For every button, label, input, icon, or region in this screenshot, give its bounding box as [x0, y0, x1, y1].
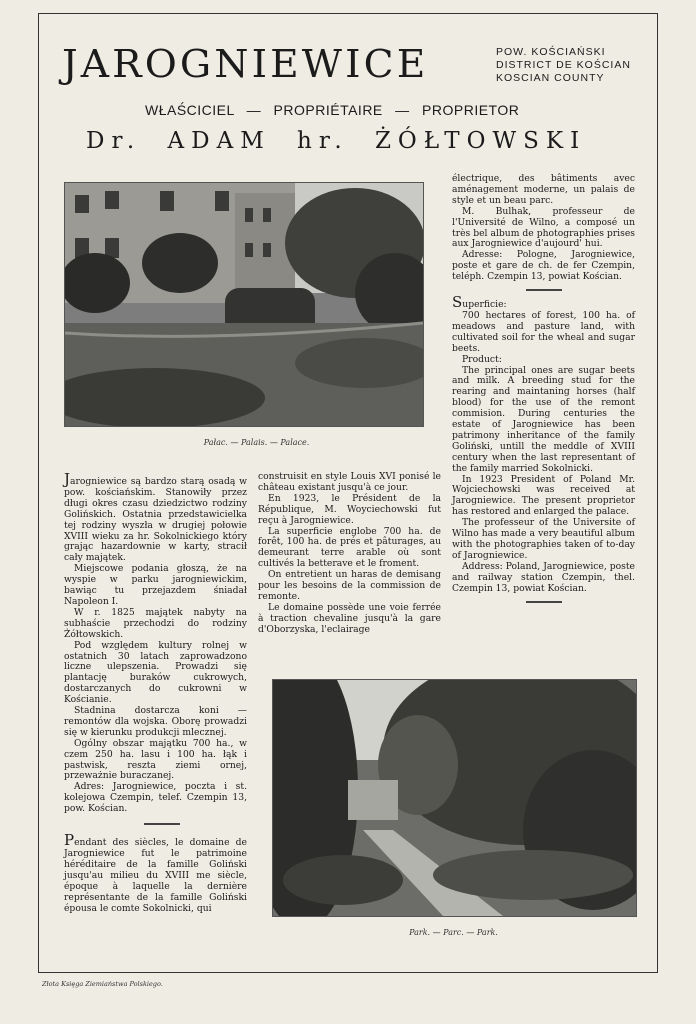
right-text-column — [452, 174, 635, 609]
french-paragraph-7: électrique, des bâtiments avec aménagement moderne, un palais de style et un beau parc. — [452, 173, 635, 206]
french-initial: P — [64, 831, 75, 850]
palace-photo — [64, 182, 424, 427]
county-block — [496, 46, 631, 85]
owner-roles: WŁAŚCICIEL — PROPRIÉTAIRE — PROPRIETOR — [145, 102, 520, 118]
english-paragraph-6: The professeur of the Universite of Wilno has made a very beautiful album with the photographies taken of to-day of Jarogniewice. — [452, 517, 635, 561]
english-paragraph-3: Product: — [462, 353, 502, 365]
french-paragraph-5: On entretient un haras de demisang pour les besoins de la commission de remonte. — [258, 569, 441, 602]
section-divider — [144, 823, 180, 825]
polish-paragraph-1: arogniewice są bardzo starą osadą w pow. kościańskim. Stanowiły przez długi okres czasu dziedzictwo rodziny Golińskich. Ostatnia przedstawicielka tej rodziny wyszła w drugiej połowie XVIII wieku za hr. Sokolnickiego który grając hazardownie w karty, stracił cały majątek. — [64, 476, 247, 564]
section-divider — [526, 289, 562, 291]
polish-paragraph-7: Adres: Jarogniewice, poczta i st. kolejowa Czempin, telef. Czempin 13, pow. Kościan. — [64, 781, 247, 815]
french-paragraph-1: endant des siècles, le domaine de Jarogniewice fut le patrimoine héréditaire de la famille Goliński jusqu'au milieu du XVIII me siècle, époque à laquelle la dernière représentante de la famille Goliński épousa le comte Sokolnicki, qui — [64, 837, 247, 914]
polish-paragraph-5: Stadnina dostarcza koni — remontów dla wojska. Oborę prowadzi się w kierunku produkcji mlecznej. — [64, 705, 247, 738]
french-paragraph-4: La superficie englobe 700 ha. de forêt, 100 ha. de prés et pâturages, au demeurant terre arable où sont cultivés la betterave et le froment. — [258, 525, 441, 570]
french-paragraph-3: En 1923, le Président de la République, M. Woyciechowski fut reçu à Jarogniewice. — [258, 492, 441, 526]
polish-paragraph-3: W r. 1825 majątek nabyty na subhaście przechodzi do rodziny Żółtowskich. — [64, 606, 247, 640]
english-paragraph-7: Address: Poland, Jarogniewice, poste and railway station Czempin, thel. Czempin 13, powiat Kościan. — [452, 560, 635, 594]
english-initial: S — [452, 293, 463, 312]
estate-title: JAROGNIEWICE — [62, 42, 429, 86]
english-paragraph-2: 700 hectares of forest, 100 ha. of meadows and pasture land, with cultivated soil for the wheal and sugar beets. — [452, 309, 635, 354]
county-line-french: DISTRICT DE KOŚCIAN — [496, 59, 631, 71]
polish-initial: J — [64, 470, 71, 488]
french-paragraph-6: Le domaine possède une voie ferrée à traction chevaline jusqu'à la gare d'Oborzyska, l'eclairage — [258, 601, 441, 635]
section-divider — [526, 601, 562, 603]
polish-paragraph-6: Ogólny obszar majątku 700 ha., w czem 250 ha. lasu i 100 ha. łąk i pastwisk, reszta ziemi ornej, przeważnie buraczanej. — [64, 737, 247, 782]
polish-text-column — [64, 470, 247, 914]
english-paragraph-5: In 1923 President of Poland Mr. Wojciechowski was received at Jarogniewice. The present proprietor has restored and enlarged the palace. — [452, 473, 635, 518]
county-line-english: KOSCIAN COUNTY — [496, 72, 605, 84]
owner-name: Dr. ADAM hr. ŻÓŁTOWSKI — [86, 128, 587, 154]
park-photo — [272, 679, 637, 917]
french-text-column — [258, 472, 441, 636]
french-paragraph-2: construisit en style Louis XVI ponisé le château existant jusqu'à ce jour. — [258, 471, 441, 493]
french-paragraph-9: Adresse: Pologne, Jarogniewice, poste et gare de ch. de fer Czempin, teléph. Czempin 13, powiat Kościan. — [452, 249, 635, 283]
english-paragraph-1: uperficie: — [462, 299, 507, 311]
polish-paragraph-2: Miejscowe podania głoszą, że na wyspie w parku jarogniewickim, bawiąc tu przejazdem śniadał Napoleon I. — [64, 563, 247, 607]
footer-source: Złota Księga Ziemiaństwa Polskiego. — [42, 980, 163, 988]
polish-paragraph-4: Pod względem kultury rolnej w ostatnich 30 latach zaprowadzono liczne ulepszenia. Prowadzi się plantację buraków cukrowych, dostarczanych do cukrowni w Kościanie. — [64, 639, 247, 706]
english-paragraph-4: The principal ones are sugar beets and milk. A breeding stud for the rearing and maintaning horses (half blood) for the use of the remont commision. During centuries the estate of Jarogniewice has been patrimony inheritance of the family Goliński, untill the meddle of XVIII century when the last representant of the family married Sokolnicki. — [452, 364, 635, 474]
county-line-polish: POW. KOŚCIAŃSKI — [496, 46, 606, 58]
park-caption: Park. — Parc. — Park. — [409, 928, 498, 937]
palace-caption: Pałac. — Palais. — Palace. — [203, 438, 310, 447]
french-paragraph-8: M. Bulhak, professeur de l'Université de Wilno, a composé un très bel album de photographies prises aux Jarogniewice d'aujourd' hui. — [452, 205, 635, 250]
